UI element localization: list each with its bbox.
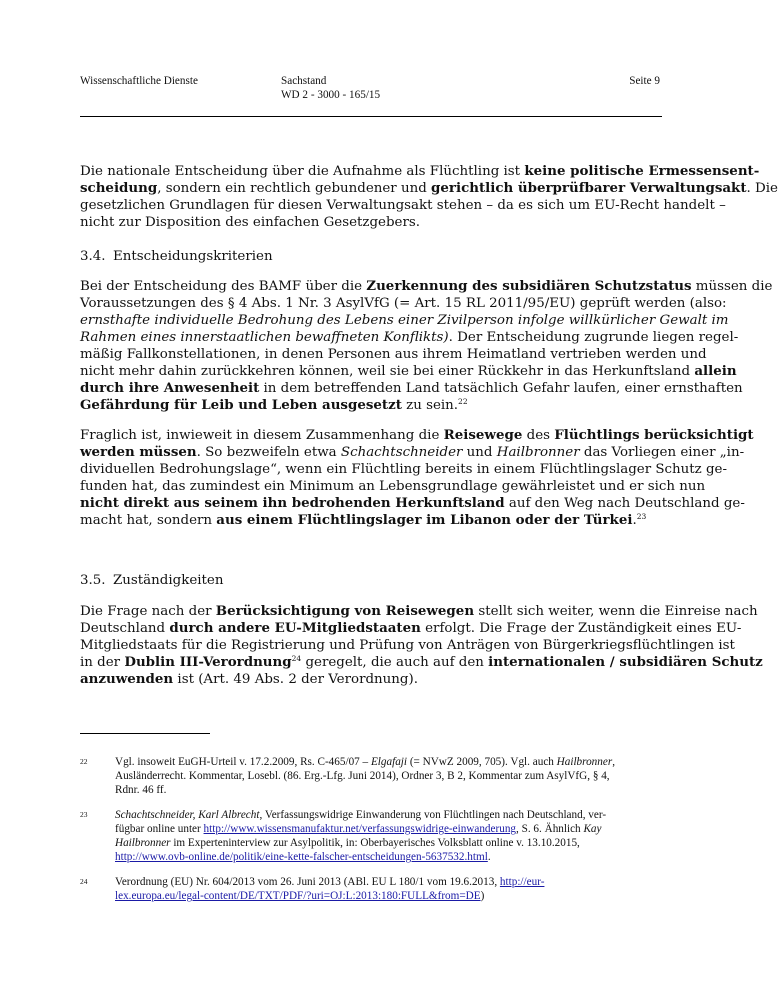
document-page: Wissenschaftliche Dienste Sachstand WD 2 - 3000 - 165/15 Seite 9 Die nationale Entscheidung über die Aufnahme als Flüchtling ist keine politische Ermessensent- scheidung, sondern ein rechtlich gebundener und gerichtlich überprüfbarer Verwaltungsakt. Die gesetzlichen Grundlagen für diesen Verwaltungsakt stehen – da es sich um EU-Recht handelt – nicht zur Disposition des einfachen Gesetzgebers. 3.4. Entscheidungskriterien Bei der Entscheidung des BAMF über die Zuerkennung des subsidiären Schutzstatus müssen die Voraussetzungen des § 4 Abs. 1 Nr. 3 AsylVfG (= Art. 15 RL 2011/95/EU) geprüft werden (also: ernsthafte individuelle Bedrohung des Lebens einer Zivilperson infolge willkürlicher Gewalt im Rahmen eines innerstaatlichen bewaffneten Konflikts). Der Entscheidung zugrunde liegen regel- mäßig Fallkonstellationen, in denen Personen aus ihrem Heimatland vertrieben werden und nicht mehr dahin zurückkehren können, weil sie bei einer Rückkehr in das Herkunftsland allein durch ihre Anwesenheit in dem betreffenden Land tatsächlich Gefahr laufen, einer ernsthaften Gefährdung für Leib und Leben ausgesetzt zu sein.$^{22}$ Fraglich ist, inwieweit in diesem Zusammenhang die Reisewege des Flüchtlings berücksichtigt werden müssen. So bezweifeln etwa Schachtschneider und Hailbronner das Vorliegen einer „in- dividuellen Bedrohungslage“, wenn ein Flüchtling bereits in einem Flüchtlingslager Schutz ge- funden hat, das zumindest ein Minimum an Lebensgrundlage gewährleistet und er sich nun nicht direkt aus seinem ihn bedrohenden Herkunftsland auf den Weg nach Deutschland ge- macht hat, sondern aus einem Flüchtlingslager im Libanon oder der Türkei.$^{23}$ 3.5. Zuständigkeiten Die Frage nach der Berücksichtigung von Reisewegen stellt sich weiter, wenn die Einreise nach Deutschland durch andere EU-Mitgliedstaaten erfolgt. Die Frage der Zuständigkeit eines EU- Mitgliedstaats für die Registrierung und Prüfung von Anträgen von Bürgerkriegsflüchtlingen ist in der Dublin III-Verordnung$^{24}$ geregelt, die auch auf den internationalen / subsidiären Schutz anzuwenden ist (Art. 49 Abs. 2 der Verordnung). 22 Vgl. insoweit EuGH-Urteil v. 17.2.2009, Rs. C-465/07 – Elgafaji (= NVwZ 2009, 705). Vgl. auch Hailbronner, Ausländerrecht. Kommentar, Losebl. (86. Erg.-Lfg. Juni 2014), Ordner 3, B 2, Kommentar zum AsylVfG, § 4, Rdnr. 46 ff. 23 Schachtschneider, Karl Albrecht, Verfassungswidrige Einwanderung von Flüchtlingen nach Deutschland, ver- fügbar online unter http://www.wissensmanufaktur.net/verfassungswidrige-einwanderung, S. 6. Ähnlich Kay Hailbronner im Experteninterview zur Asylpolitik, in: Oberbayerisches Volksblatt online v. 13.10.2015, http://www.ovb-online.de/politik/eine-kette-falscher-entscheidungen-5637532.html. 24 Verordnung (EU) Nr. 604/2013 vom 26. Juni 2013 (ABl. EU L 180/1 vom 19.6.2013, http://eur- lex.europa.eu/legal-content/DE/TXT/PDF/?uri=OJ:L:2013:180:FULL&from=DE) bbox=[80, 75, 778, 902]
paragraph-responsibilities: Die Frage nach der Berücksichtigung von Reisewegen stellt sich weiter, wenn die Einreise nach Deutschland durch andere EU-Mitgliedstaaten erfolgt. Die Frage der Zuständigkeit eines EU- Mitgliedstaats für die Registrierung und Prüfung von Anträgen von Bürgerkriegsflüchtlingen ist in der Dublin III-Verordnung$^{24}$ geregelt, die auch auf den internationalen / subsidiären Schutz anzuwenden ist (Art. 49 Abs. 2 der Verordnung). bbox=[80, 603, 763, 687]
footnote-ref: 24 bbox=[291, 654, 302, 663]
footnote-number: 22 bbox=[80, 757, 88, 766]
header-department: Wissenschaftliche Dienste bbox=[80, 75, 198, 87]
footnote-ref: 23 bbox=[636, 512, 647, 521]
section-heading-3-5 bbox=[80, 572, 223, 589]
link-eur-lex[interactable]: http://eur- bbox=[499, 876, 545, 888]
footnote-separator bbox=[80, 733, 210, 734]
header-doc-info bbox=[281, 74, 380, 102]
header-doc-type: Sachstand bbox=[281, 75, 327, 87]
footnote-ref: 22 bbox=[458, 397, 468, 406]
link-eur-lex-continued[interactable]: lex.europa.eu/legal-content/DE/TXT/PDF/?uri=OJ:L:2013:180:FULL&from=DE bbox=[115, 890, 481, 902]
footnote-number: 23 bbox=[80, 810, 88, 819]
header-doc-number: WD 2 - 3000 - 165/15 bbox=[281, 89, 381, 101]
link-ovb-online[interactable]: http://www.ovb-online.de/politik/eine-kette-falscher-entscheidungen-5637532.html bbox=[115, 851, 488, 863]
section-number: 3.4. bbox=[80, 249, 106, 264]
header-page-number: Seite 9 bbox=[629, 75, 660, 87]
section-heading-3-4 bbox=[80, 248, 273, 265]
paragraph-national-decision: Die nationale Entscheidung über die Aufnahme als Flüchtling ist keine politische Ermessensent- scheidung, sondern ein rechtlich gebundener und gerichtlich überprüfbarer Verwaltungsakt. Die gesetzlichen Grundlagen für diesen Verwaltungsakt stehen – da es sich um EU-Recht handelt – nicht zur Disposition des einfachen Gesetzgebers. bbox=[80, 163, 778, 230]
section-title: Zuständigkeiten bbox=[113, 573, 224, 588]
footnote-number: 24 bbox=[80, 877, 88, 886]
paragraph-travel-routes: Fraglich ist, inwieweit in diesem Zusammenhang die Reisewege des Flüchtlings berücksichtigt werden müssen. So bezweifeln etwa Schachtschneider und Hailbronner das Vorliegen einer „in- dividuellen Bedrohungslage“, wenn ein Flüchtling bereits in einem Flüchtlingslager Schutz ge- funden hat, das zumindest ein Minimum an Lebensgrundlage gewährleistet und er sich nun nicht direkt aus seinem ihn bedrohenden Herkunftsland auf den Weg nach Deutschland ge- macht hat, sondern aus einem Flüchtlingslager im Libanon oder der Türkei.$^{23}$ bbox=[80, 427, 754, 528]
paragraph-subsidiary-protection: Bei der Entscheidung des BAMF über die Zuerkennung des subsidiären Schutzstatus müssen die Voraussetzungen des § 4 Abs. 1 Nr. 3 AsylVfG (= Art. 15 RL 2011/95/EU) geprüft werden (also: ernsthafte individuelle Bedrohung des Lebens einer Zivilperson infolge willkürlicher Gewalt im Rahmen eines innerstaatlichen bewaffneten Konflikts). Der Entscheidung zugrunde liegen regel- mäßig Fallkonstellationen, in denen Personen aus ihrem Heimatland vertrieben werden und nicht mehr dahin zurückkehren können, weil sie bei einer Rückkehr in das Herkunftsland allein durch ihre Anwesenheit in dem betreffenden Land tatsächlich Gefahr laufen, einer ernsthaften Gefährdung für Leib und Leben ausgesetzt zu sein.$^{22}$ bbox=[80, 278, 773, 413]
section-number: 3.5. bbox=[80, 573, 106, 588]
header-rule bbox=[80, 116, 662, 117]
section-title: Entscheidungskriterien bbox=[113, 249, 273, 264]
link-wissensmanufaktur[interactable]: http://www.wissensmanufaktur.net/verfassungswidrige-einwanderung bbox=[203, 823, 517, 835]
